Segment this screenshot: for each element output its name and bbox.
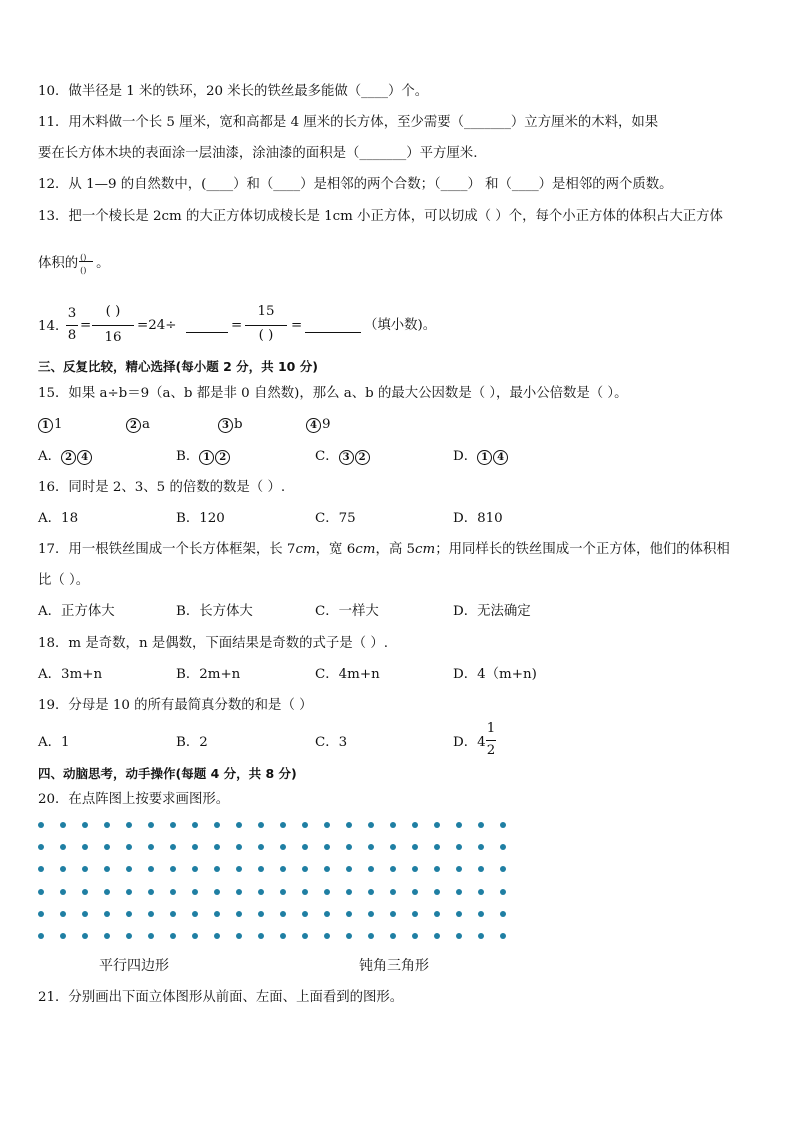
grid-dot — [500, 822, 506, 828]
grid-dot — [456, 866, 462, 872]
grid-dot — [500, 889, 506, 895]
grid-dot — [302, 889, 308, 895]
grid-dot — [368, 866, 374, 872]
grid-dot — [258, 844, 264, 850]
q18-option-b[interactable]: B．2m+n — [176, 667, 241, 682]
q13-text: 体积的 — [38, 256, 79, 271]
grid-dot — [500, 933, 506, 939]
q18-option-d[interactable]: D．4（m+n) — [453, 667, 537, 682]
grid-dot — [192, 866, 198, 872]
grid-dot — [456, 844, 462, 850]
caption-obtuse-triangle: 钝角三角形 — [359, 958, 429, 974]
q15-option-a[interactable]: A． 2 4 — [38, 448, 93, 466]
grid-dot — [390, 933, 396, 939]
grid-dot — [478, 866, 484, 872]
grid-dot — [456, 933, 462, 939]
q17-option-c[interactable]: C．一样大 — [315, 604, 379, 619]
grid-dot — [236, 822, 242, 828]
question-11-line2: 要在长方体木块的表面涂一层油漆，涂油漆的面积是（_______）平方厘米. — [38, 146, 478, 161]
grid-dot — [478, 844, 484, 850]
grid-dot — [214, 933, 220, 939]
grid-dot — [412, 866, 418, 872]
grid-dot — [324, 889, 330, 895]
grid-dot — [324, 911, 330, 917]
grid-dot — [434, 822, 440, 828]
grid-dot — [346, 933, 352, 939]
grid-dot — [214, 866, 220, 872]
question-19: 19．分母是 10 的所有最简真分数的和是（ ） — [38, 698, 313, 713]
grid-dot — [346, 844, 352, 850]
grid-dot — [280, 844, 286, 850]
grid-dot — [302, 844, 308, 850]
q19-d-num: 1 — [486, 721, 496, 736]
grid-dot — [368, 911, 374, 917]
grid-dot — [82, 866, 88, 872]
grid-dot — [104, 911, 110, 917]
q14-blank2 — [305, 332, 361, 333]
grid-dot — [456, 889, 462, 895]
grid-dot — [148, 911, 154, 917]
grid-dot — [60, 866, 66, 872]
grid-dot — [478, 911, 484, 917]
grid-dot — [500, 844, 506, 850]
grid-dot — [170, 911, 176, 917]
grid-dot — [148, 822, 154, 828]
grid-dot — [478, 822, 484, 828]
grid-dot — [126, 822, 132, 828]
grid-dot — [170, 933, 176, 939]
grid-dot — [434, 933, 440, 939]
grid-dot — [258, 889, 264, 895]
grid-dot — [82, 911, 88, 917]
grid-dot — [368, 844, 374, 850]
grid-dot — [192, 822, 198, 828]
grid-dot — [324, 866, 330, 872]
grid-dot — [82, 889, 88, 895]
grid-dot — [38, 933, 44, 939]
grid-dot — [126, 889, 132, 895]
q17-option-b[interactable]: B．长方体大 — [176, 604, 253, 619]
grid-dot — [412, 933, 418, 939]
grid-dot — [390, 866, 396, 872]
grid-dot — [434, 866, 440, 872]
grid-dot — [302, 866, 308, 872]
q14-f3-den: ( ) — [258, 328, 274, 343]
grid-dot — [214, 889, 220, 895]
grid-dot — [302, 933, 308, 939]
grid-dot — [500, 911, 506, 917]
grid-dot — [368, 933, 374, 939]
grid-dot — [192, 933, 198, 939]
grid-dot — [38, 889, 44, 895]
grid-dot — [412, 889, 418, 895]
q13-frac-num: () — [80, 253, 87, 262]
grid-dot — [346, 911, 352, 917]
grid-dot — [214, 911, 220, 917]
grid-dot — [280, 933, 286, 939]
q19-d-den: 2 — [486, 743, 496, 758]
question-17-line1: 17．用一根铁丝围成一个长方体框架，长 7cm，宽 6cm，高 5cm；用同样长的铁丝围成一个正方体，他们的体积相 — [38, 542, 730, 557]
q13-end: 。 — [96, 256, 110, 271]
q14-f3-num: 15 — [257, 304, 275, 319]
q17-option-d[interactable]: D．无法确定 — [453, 604, 531, 619]
grid-dot — [192, 889, 198, 895]
q14-mid: =24÷ — [137, 318, 177, 333]
grid-dot — [82, 933, 88, 939]
grid-dot — [38, 844, 44, 850]
q14-f1-bar — [66, 325, 78, 326]
q14-tail: （填小数)。 — [364, 318, 437, 333]
grid-dot — [60, 844, 66, 850]
question-17-line2: 比（ ）。 — [38, 573, 90, 588]
grid-dot — [258, 911, 264, 917]
grid-dot — [302, 822, 308, 828]
grid-dot — [478, 889, 484, 895]
grid-dot — [280, 866, 286, 872]
grid-dot — [236, 866, 242, 872]
grid-dot — [126, 933, 132, 939]
q14-f2-bar — [92, 325, 134, 326]
q14-f3-bar — [245, 325, 287, 326]
q19-option-c[interactable]: C．3 — [315, 735, 348, 750]
q15-item-4: 4 9 — [306, 416, 331, 434]
grid-dot — [82, 844, 88, 850]
grid-dot — [170, 844, 176, 850]
q14-f1-num: 3 — [67, 306, 77, 321]
grid-dot — [170, 822, 176, 828]
grid-dot — [324, 933, 330, 939]
grid-dot — [104, 889, 110, 895]
question-16: 16．同时是 2、3、5 的倍数的数是（ ）. — [38, 480, 286, 495]
grid-dot — [500, 866, 506, 872]
grid-dot — [434, 844, 440, 850]
grid-dot — [456, 911, 462, 917]
q15-option-d[interactable]: D． 1 4 — [453, 448, 509, 466]
q19-d-label: D．4 — [453, 735, 486, 750]
question-18: 18．m 是奇数，n 是偶数，下面结果是奇数的式子是（ ）. — [38, 636, 388, 651]
section-4-heading: 四、动脑思考，动手操作(每题 4 分，共 8 分) — [38, 766, 297, 781]
grid-dot — [60, 933, 66, 939]
section-3-heading: 三、反复比较，精心选择(每小题 2 分，共 10 分) — [38, 359, 318, 374]
grid-dot — [214, 822, 220, 828]
q16-option-c[interactable]: C．75 — [315, 511, 356, 526]
grid-dot — [412, 844, 418, 850]
grid-dot — [324, 822, 330, 828]
q16-option-d[interactable]: D．810 — [453, 511, 503, 526]
grid-dot — [324, 844, 330, 850]
q18-option-c[interactable]: C．4m+n — [315, 667, 380, 682]
q13-frac-den: () — [80, 266, 87, 275]
q16-option-b[interactable]: B．120 — [176, 511, 225, 526]
grid-dot — [258, 933, 264, 939]
q19-d-bar — [486, 740, 496, 741]
grid-dot — [390, 911, 396, 917]
grid-dot — [148, 933, 154, 939]
grid-dot — [346, 822, 352, 828]
grid-dot — [104, 933, 110, 939]
grid-dot — [434, 911, 440, 917]
q19-option-b[interactable]: B．2 — [176, 735, 208, 750]
q19-option-a[interactable]: A．1 — [38, 735, 70, 750]
grid-dot — [412, 822, 418, 828]
grid-dot — [368, 822, 374, 828]
grid-dot — [104, 822, 110, 828]
grid-dot — [60, 889, 66, 895]
grid-dot — [148, 889, 154, 895]
caption-parallelogram: 平行四边形 — [99, 958, 169, 974]
question-13-line2 — [38, 255, 110, 273]
q15-option-c[interactable]: C． 3 2 — [315, 448, 371, 466]
grid-dot — [236, 889, 242, 895]
grid-dot — [148, 866, 154, 872]
grid-dot — [38, 822, 44, 828]
q14-eq1: = — [80, 318, 92, 333]
grid-dot — [390, 822, 396, 828]
grid-dot — [258, 822, 264, 828]
grid-dot — [368, 889, 374, 895]
grid-dot — [236, 911, 242, 917]
question-11-line1: 11．用木料做一个长 5 厘米，宽和高都是 4 厘米的长方体，至少需要（_______）立方厘米的木料，如果 — [38, 115, 659, 130]
q15-item-3: 3 b — [218, 416, 243, 434]
grid-dot — [104, 844, 110, 850]
question-10: 10．做半径是 1 米的铁环，20 米长的铁丝最多能做（____）个。 — [38, 84, 429, 99]
grid-dot — [148, 844, 154, 850]
q14-f2-num: ( ) — [105, 304, 121, 319]
question-15: 15．如果 a÷b＝9（a、b 都是非 0 自然数)，那么 a、b 的最大公因数是（ ），最小公倍数是（ ）。 — [38, 386, 628, 401]
grid-dot — [390, 889, 396, 895]
q15-item-1: 1 1 — [38, 416, 63, 434]
q14-f1-den: 8 — [67, 328, 77, 343]
grid-dot — [456, 822, 462, 828]
grid-dot — [82, 822, 88, 828]
q14-blank1 — [186, 332, 228, 333]
grid-dot — [258, 866, 264, 872]
grid-dot — [346, 889, 352, 895]
grid-dot — [60, 822, 66, 828]
grid-dot — [434, 889, 440, 895]
q14-eq2: = — [231, 318, 243, 333]
q15-option-b[interactable]: B． 1 2 — [176, 448, 231, 466]
grid-dot — [60, 911, 66, 917]
grid-dot — [214, 844, 220, 850]
grid-dot — [170, 889, 176, 895]
grid-dot — [104, 866, 110, 872]
grid-dot — [126, 844, 132, 850]
grid-dot — [170, 866, 176, 872]
q17-option-a[interactable]: A．正方体大 — [38, 604, 115, 619]
q16-option-a[interactable]: A．18 — [38, 511, 79, 526]
q18-option-a[interactable]: A．3m+n — [38, 667, 103, 682]
question-12: 12．从 1—9 的自然数中，(____）和（____）是相邻的两个合数；（____） 和（____）是相邻的两个质数。 — [38, 177, 673, 192]
q14-eq3: = — [291, 318, 303, 333]
question-13-line1: 13．把一个棱长是 2cm 的大正方体切成棱长是 1cm 小正方体，可以切成（ ）个，每个小正方体的体积占大正方体 — [38, 209, 723, 224]
grid-dot — [346, 866, 352, 872]
q14-f2-den: 16 — [104, 330, 122, 345]
question-20: 20．在点阵图上按要求画图形。 — [38, 792, 230, 807]
grid-dot — [478, 933, 484, 939]
grid-dot — [192, 911, 198, 917]
grid-dot — [390, 844, 396, 850]
grid-dot — [126, 866, 132, 872]
grid-dot — [302, 911, 308, 917]
grid-dot — [38, 911, 44, 917]
grid-dot — [280, 822, 286, 828]
grid-dot — [412, 911, 418, 917]
grid-dot — [126, 911, 132, 917]
grid-dot — [236, 844, 242, 850]
grid-dot — [280, 911, 286, 917]
q14-number: 14． — [38, 319, 69, 334]
q15-item-2: 2 a — [126, 416, 150, 434]
question-21: 21．分别画出下面立体图形从前面、左面、上面看到的图形。 — [38, 990, 404, 1005]
grid-dot — [192, 844, 198, 850]
grid-dot — [236, 933, 242, 939]
grid-dot — [280, 889, 286, 895]
grid-dot — [38, 866, 44, 872]
